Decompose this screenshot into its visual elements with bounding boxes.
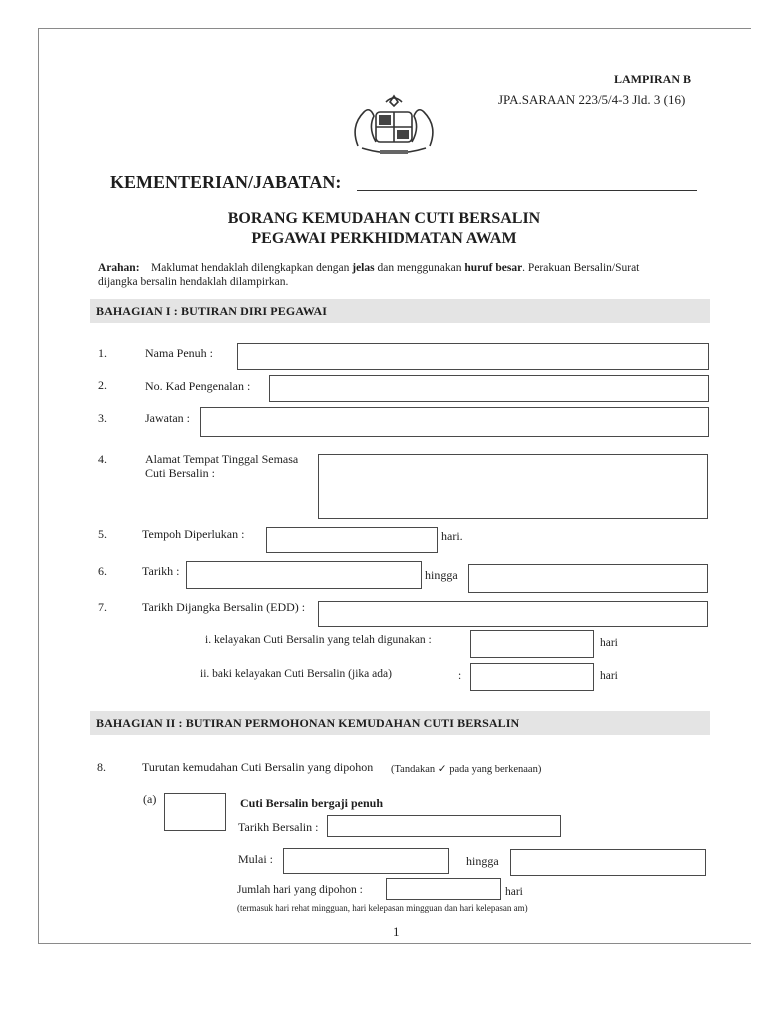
jumlah-hari-note: (termasuk hari rehat mingguan, hari kelepasan mingguan dan hari kelepasan am) bbox=[237, 903, 528, 913]
form-title-line2: PEGAWAI PERKHIDMATAN AWAM bbox=[251, 230, 517, 247]
field7-label: Tarikh Dijangka Bersalin (EDD) : bbox=[142, 600, 306, 614]
instructions-text-1: Maklumat hendaklah dilengkapkan dengan bbox=[151, 262, 353, 274]
instructions-text-3: . Perakuan Bersalin/Surat bbox=[522, 262, 640, 274]
ministry-input-line[interactable] bbox=[357, 190, 697, 191]
instructions-label: Arahan: bbox=[98, 262, 140, 274]
section1-header bbox=[90, 299, 710, 323]
tarikh-bersalin-field[interactable] bbox=[327, 815, 561, 837]
mulai-hingga: hingga bbox=[466, 854, 499, 868]
field3-label: Jawatan : bbox=[145, 411, 190, 425]
jumlah-hari-unit: hari bbox=[505, 886, 523, 898]
instructions-line2: dijangka bersalin hendaklah dilampirkan. bbox=[98, 276, 289, 288]
field2-number: 2. bbox=[98, 378, 107, 392]
field7-number: 7. bbox=[98, 600, 107, 614]
field8-label: Turutan kemudahan Cuti Bersalin yang dipohon bbox=[142, 760, 374, 774]
mulai-label: Mulai : bbox=[238, 852, 273, 866]
field5-unit: hari. bbox=[441, 529, 463, 543]
field4-number: 4. bbox=[98, 452, 107, 466]
field7i-label: i. kelayakan Cuti Bersalin yang telah digunakan : bbox=[205, 634, 432, 646]
field7ii-colon: : bbox=[458, 670, 462, 682]
instructions-bold-1: jelas bbox=[352, 262, 375, 274]
field6-hingga: hingga bbox=[425, 568, 458, 582]
jumlah-hari-field[interactable] bbox=[386, 878, 501, 900]
lampiran-label: LAMPIRAN B bbox=[614, 72, 691, 86]
field5-number: 5. bbox=[98, 527, 107, 541]
field4-label-line2: Cuti Bersalin : bbox=[145, 466, 215, 480]
form-title-line1: BORANG KEMUDAHAN CUTI BERSALIN bbox=[227, 210, 541, 227]
field8-number: 8. bbox=[97, 760, 106, 774]
field2-label: No. Kad Pengenalan : bbox=[145, 379, 251, 393]
tarikh-bersalin-label: Tarikh Bersalin : bbox=[238, 820, 319, 834]
tarikh-tamat-field[interactable] bbox=[468, 564, 708, 593]
jawatan-field[interactable] bbox=[200, 407, 709, 437]
field5-label: Tempoh Diperlukan : bbox=[142, 527, 245, 541]
option-a-checkbox[interactable] bbox=[164, 793, 226, 831]
field7ii-label: ii. baki kelayakan Cuti Bersalin (jika ada) bbox=[200, 668, 392, 680]
jumlah-hari-label: Jumlah hari yang dipohon : bbox=[237, 884, 363, 896]
coat-of-arms-icon bbox=[346, 92, 442, 160]
nama-penuh-field[interactable] bbox=[237, 343, 709, 370]
field7ii-unit: hari bbox=[600, 670, 618, 682]
option-a-title: Cuti Bersalin bergaji penuh bbox=[240, 796, 384, 810]
hingga-field[interactable] bbox=[510, 849, 706, 876]
section2-title: BAHAGIAN II : BUTIRAN PERMOHONAN KEMUDAHAN CUTI BERSALIN bbox=[96, 716, 520, 730]
field8-hint: (Tandakan ✓ pada yang berkenaan) bbox=[391, 764, 542, 775]
tarikh-mula-field[interactable] bbox=[186, 561, 422, 589]
field6-label: Tarikh : bbox=[142, 564, 180, 578]
tarikh-edd-field[interactable] bbox=[318, 601, 708, 627]
baki-kelayakan-field[interactable] bbox=[470, 663, 594, 691]
kelayakan-digunakan-field[interactable] bbox=[470, 630, 594, 658]
option-a-label: (a) bbox=[143, 792, 157, 806]
instructions-text-2: dan menggunakan bbox=[374, 262, 465, 274]
instructions-bold-2: huruf besar bbox=[464, 262, 523, 274]
ministry-label: KEMENTERIAN/JABATAN: bbox=[110, 172, 342, 192]
alamat-field[interactable] bbox=[318, 454, 708, 519]
page-number: 1 bbox=[393, 924, 400, 939]
reference-number: JPA.SARAAN 223/5/4-3 Jld. 3 (16) bbox=[498, 92, 686, 107]
kad-pengenalan-field[interactable] bbox=[269, 375, 709, 402]
tempoh-field[interactable] bbox=[266, 527, 438, 553]
mulai-field[interactable] bbox=[283, 848, 449, 874]
field3-number: 3. bbox=[98, 411, 107, 425]
section2-header bbox=[90, 711, 710, 735]
instructions-line1 bbox=[98, 262, 639, 274]
field1-label: Nama Penuh : bbox=[145, 346, 213, 360]
field1-number: 1. bbox=[98, 346, 107, 360]
field4-label-line1: Alamat Tempat Tinggal Semasa bbox=[145, 452, 299, 466]
field7i-unit: hari bbox=[600, 637, 618, 649]
section1-title: BAHAGIAN I : BUTIRAN DIRI PEGAWAI bbox=[96, 304, 327, 318]
field6-number: 6. bbox=[98, 564, 107, 578]
